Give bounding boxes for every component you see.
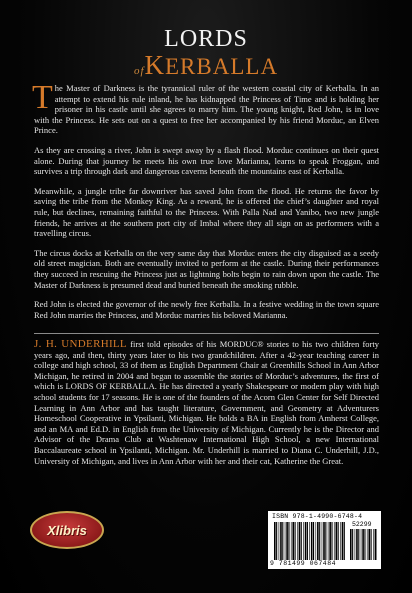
author-bio <box>34 339 379 466</box>
barcode-bars-icon <box>274 522 346 560</box>
publisher-logo <box>30 511 104 549</box>
title-k: K <box>144 50 165 80</box>
synopsis-paragraph-2: As they are crossing a river, John is swept away by a flash flood. Morduc continues on their quest alone. During that journey he meets his own true love Marianna, learns to speak Froggan, and survives a trip through dark and dangerous caverns beneath the mountains east of Kerballa. <box>34 144 379 177</box>
price-code: 52299 <box>352 521 372 528</box>
synopsis-paragraph-1: The Master of Darkness is the tyrannical ruler of the western coastal city of Kerballa. In an attempt to extend his rule inland, he has kidnapped the Princess of Time and is holding her prisoner in his castle until she agrees to marry him. The young knight, Red John, is in love with the Princess. He sets out on a quest to free her accompanied by his friend Morduc, an Elven Prince. <box>32 79 379 136</box>
title-lords: LORDS <box>164 26 248 52</box>
section-divider <box>34 333 379 334</box>
author-bio-text: first told episodes of his MORDUC® stories to his two children forty years ago, and then, thirty years later to his two grandchildren. After a 42-year teaching career in college and high school, 33 of them as English Department Chair at Greenhills School in Ann Arbor Michigan, he retired in 2004 and began to assemble the stories of Morduc’s adventures, the first of which is LORDS OF KERBALLA. He has directed a yearly Shakespeare or modern play with high school students for 17 seasons. He is one of the founders of the Acorn Glen Center for Self Directed Learning in Ann Arbor and has taught literature, Government, and Geometry at Adventurers Homeschool Cooperative in Ypsilanti, Michigan. He holds a BA in English from Amherst College, and an MA and Ed.D. in English from the University of Michigan. Currently he is the Director and Advisor of the Drama Club at Washtenaw International High School, a new International Baccalaureate school in Ypsilanti, Michigan. Mr. Underhill is married to Diana C. Underhill, J.D., University of Michigan, and lives in Ann Arbor with her and their cat, Katherine the Great. <box>34 339 379 466</box>
book-title <box>0 26 412 84</box>
synopsis <box>32 79 379 329</box>
publisher-logo-text: Xlibris <box>47 522 87 538</box>
title-of: of <box>133 65 145 77</box>
drop-cap: T <box>32 79 53 116</box>
title-kerballa <box>0 52 412 84</box>
title-rest: ERBALLA <box>165 54 279 79</box>
addon-barcode-icon <box>350 529 377 560</box>
barcode <box>268 511 381 569</box>
author-name: J. H. UNDERHILL <box>34 338 127 350</box>
synopsis-paragraph-5: Red John is elected the governor of the newly free Kerballa. In a festive wedding in the town square Red John marries the Princess, and Morduc marries his beloved Marianna. <box>34 299 379 320</box>
ean-number: 9 781499 067484 <box>270 560 337 567</box>
isbn-text: ISBN 978-1-4990-6748-4 <box>272 513 363 520</box>
synopsis-paragraph-3: Meanwhile, a jungle tribe far downriver has saved John from the flood. He returns the favor by saving the tribe from the Monkey King. As a reward, he is offered the chief’s daughter and royal rule, but declines, remaining faithful to the Princess. With Palla Nad and Yanibo, two new jungle friends, he arrives at the southern port city of Imbal where they all sign on as performers with a travelling circus. <box>34 185 379 239</box>
synopsis-paragraph-4: The circus docks at Kerballa on the very same day that Morduc enters the city disguised as a seedy old street magician. Both are eventually invited to perform at the castle. During their performances they succeed in rescuing the Princess just as lightning bolts begin to rain down upon the castle. The Master of Darkness is presumed dead and buried beneath the smoking rubble. <box>34 247 379 290</box>
